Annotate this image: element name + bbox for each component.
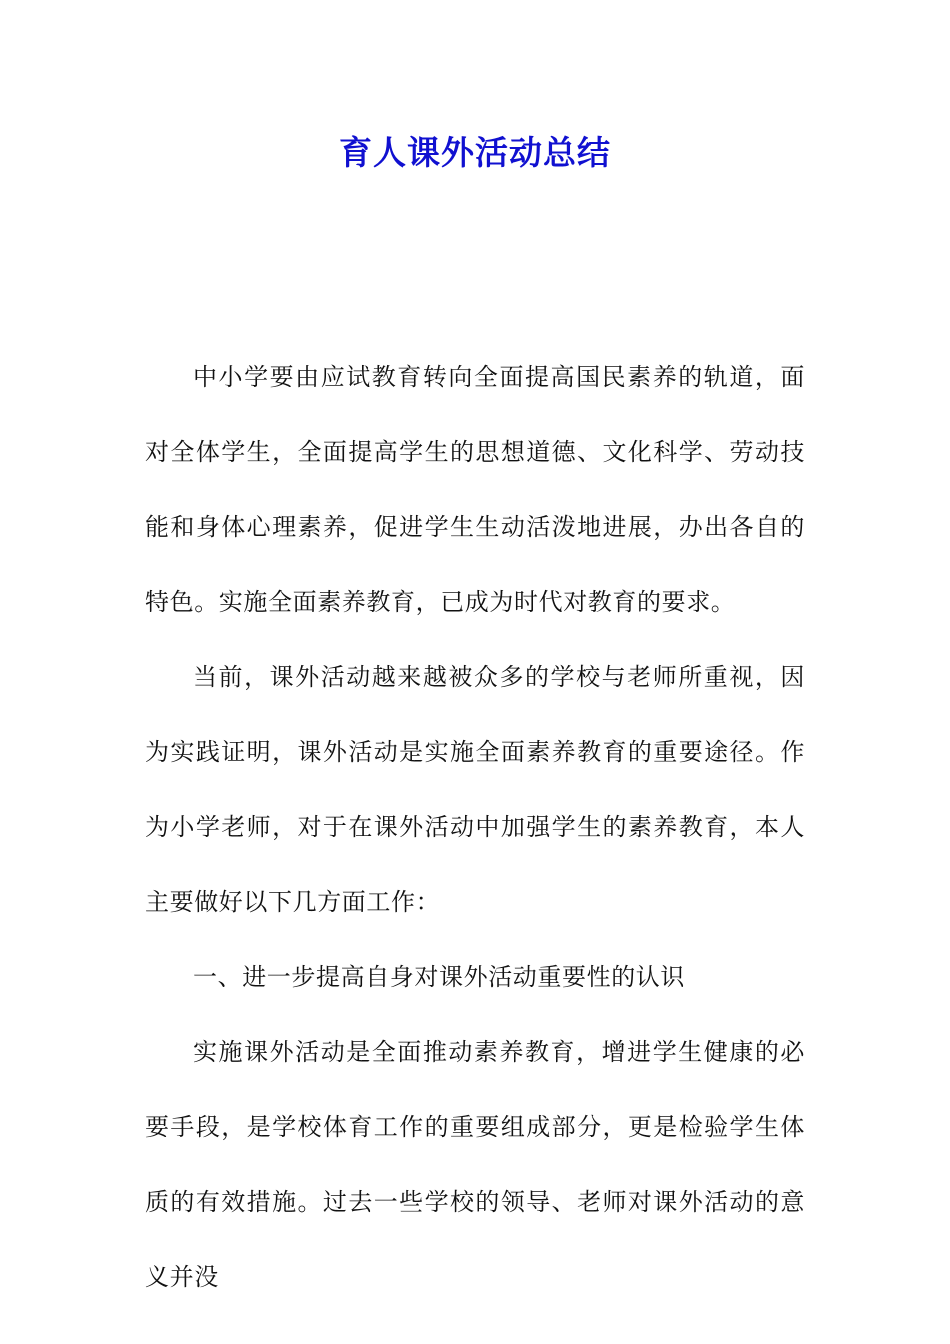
document-title: 育人课外活动总结 [339,133,611,172]
paragraph-context: 当前，课外活动越来越被众多的学校与老师所重视，因为实践证明，课外活动是实施全面素养教育的重要途径。作为小学老师，对于在课外活动中加强学生的素养教育，本人主要做好以下几方面工作： [145,663,805,916]
paragraph-section-1: 实施课外活动是全面推动素养教育，增进学生健康的必要手段，是学校体育工作的重要组成部分，更是检验学生体质的有效措施。过去一些学校的领导、老师对课外活动的意义并没 [145,1038,805,1291]
document-body [145,340,805,1315]
section-heading-1: 一、进一步提高自身对课外活动重要性的认识 [193,963,685,991]
paragraph-intro: 中小学要由应试教育转向全面提高国民素养的轨道，面对全体学生，全面提高学生的思想道德、文化科学、劳动技能和身体心理素养，促进学生生动活泼地进展，办出各自的特色。实施全面素养教育，已成为时代对教育的要求。 [145,363,805,616]
